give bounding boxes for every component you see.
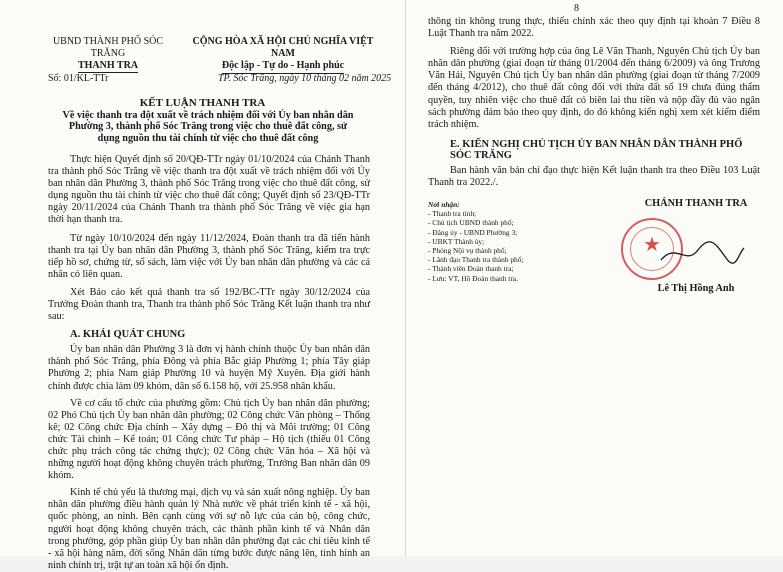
section-a-paragraph: Ủy ban nhân dân Phường 3 là đơn vị hành chính thuộc Ủy ban nhân dân thành phố Sóc Trăng, phía Đông và phía Bắc giáp Phường 1; phía Tây giáp Phường 2; phía Nam giáp Phường 10 và huyện Mỹ Xuyên. Địa giới hành chính được chia làm 09 khóm, dân số 6.158 hộ, với 25.958 nhân khẩu. (48, 344, 370, 392)
recipients (428, 200, 578, 283)
place-date: TP. Sóc Trăng, ngày 10 tháng 02 năm 2025 (218, 73, 392, 84)
nation-line1: CỘNG HÒA XÃ HỘI CHỦ NGHĨA VIỆT NAM (192, 36, 374, 59)
page-number: 8 (574, 3, 579, 14)
recipient-item: - Lãnh đạo Thanh tra thành phố; (428, 255, 524, 265)
section-a-paragraph: Kinh tế chủ yếu là thương mại, dịch vụ và sản xuất nông nghiệp. Ủy ban nhân dân phường điều hành quản lý Nhà nước về phát triển kinh tế - xã hội, quốc phòng, an ninh. Bên cạnh cùng với sự nỗ lực của cán bộ, công chức, người hoạt động không chuyên trách, các thành phần kinh tế và Nhân dân trong phường, góp phần giúp Ủy ban nhân dân phường đạt các chỉ tiêu kinh tế - xã hội hàng năm, đời sống Nhân dân từng bước được nâng lên, tình hình an ninh chính trị, trật tự an toàn xã hội ổn định. (48, 487, 370, 571)
continuation-paragraph: thông tin không trung thực, thiếu chính xác theo quy định tại khoản 7 Điều 8 Luật Thanh tra năm 2022. (428, 16, 760, 40)
recipient-item: - UBKT Thành ủy; (428, 236, 485, 246)
recipient-item: - Đảng ủy - UBND Phường 3; (428, 227, 518, 237)
section-a-paragraph: Về cơ cấu tổ chức của phường gồm: Chủ tịch Ủy ban nhân dân phường; 02 Phó Chủ tịch Ủy ban nhân dân phường; 02 Công chức Văn phòng – Thống kê; 02 Công chức Địa chính – Xây dựng – Đô thị và Môi trường; 01 Công chức Tài chính – Kế toán; 01 Công chức Tư pháp – Hộ tịch (thiếu 01 Công chức phụ trách công tác chứng thực); 02 Công chức Văn hóa – Xã hội và những người hoạt động không chuyên trách phường, Trưởng Ban nhân dân 09 khóm. (48, 397, 370, 482)
document-number: Số: 01/KL-TTr (48, 73, 109, 84)
recipient-item: - Phòng Nội vụ thành phố; (428, 246, 507, 256)
right-page (405, 0, 783, 556)
section-a-heading: A. KHÁI QUÁT CHUNG (70, 329, 186, 341)
recipient-item: - Lưu: VT, Hồ Đoàn thanh tra. (428, 273, 518, 283)
intro-block (48, 154, 370, 572)
continuation-block (428, 16, 760, 189)
intro-paragraph: Thực hiện Quyết định số 20/QĐ-TTr ngày 01/10/2024 của Chánh Thanh tra thành phố Sóc Trăng về việc thanh tra đột xuất về trách nhiệm đối với Ủy ban nhân dân Phường 3, thành phố Sóc Trăng trong việc cho thuê đất công, sử dụng nguồn thu tài chính từ việc cho thuê đất công; Quyết định số 23/QĐ-TTr ngày 20/11/2024 của Chánh Thanh tra thành phố Sóc Trăng về việc gia hạn thời hạn thanh tra. (48, 154, 370, 226)
recipient-item: - Thành viên Đoàn thanh tra; (428, 264, 514, 274)
signer-name: Lê Thị Hồng Anh (657, 283, 735, 294)
star-icon: ★ (643, 232, 661, 256)
document-title: KẾT LUẬN THANH TRA (139, 97, 266, 109)
intro-paragraph: Xét Báo cáo kết quả thanh tra số 192/BC-TTr ngày 30/12/2024 của Trưởng Đoàn thanh tra, Thanh tra thành phố Sóc Trăng Kết luận thanh tra như sau: (48, 286, 370, 323)
recipient-item: - Chủ tịch UBND thành phố; (428, 218, 514, 228)
section-e-paragraph: Ban hành văn bản chỉ đạo thực hiện Kết luận thanh tra theo Điều 103 Luật Thanh tra 2022./. (428, 164, 760, 188)
document-subtitle: Về việc thanh tra đột xuất về trách nhiệm đối với Ủy ban nhân dân Phường 3, thành phố Sóc Trăng trong việc cho thuê đất công, sử dụng nguồn thu tài chính từ việc cho thuê đất công (62, 110, 354, 144)
continuation-paragraph: Riêng đối với trường hợp của ông Lê Văn Thanh, Nguyên Chủ tịch Ủy ban nhân dân phường (giai đoạn từ tháng 01/2004 đến tháng 6/2009) và ông Trương Văn Hải, Nguyên Chủ tịch Ủy ban nhân dân phường (giai đoạn từ tháng 7/2009 đến tháng 4/2012), cho thuê đất công đối với thửa đất số 19 chưa đúng thẩm quyền, tuy nhiên việc cho thuê đất có biên lai thu tiền và nộp đầy đủ vào ngân sách phường đảm bảo theo quy định, do đó không kiến nghị xem xét kiểm điểm trách nhiệm. (428, 46, 760, 130)
issuing-agency (38, 36, 178, 73)
signature-role: CHÁNH THANH TRA (644, 198, 748, 209)
intro-paragraph: Từ ngày 10/10/2024 đến ngày 11/12/2024, Đoàn thanh tra đã tiến hành thanh tra tại Ủy ban nhân dân Phường 3, thành phố Sóc Trăng, kiểm tra trực tiếp hồ sơ, chứng từ, sổ sách, làm việc với Ủy ban nhân dân phường và các cá nhân có liên quan. (48, 232, 370, 280)
national-header (183, 36, 383, 74)
agency-line2: THANH TRA (77, 60, 139, 71)
signature-scribble (656, 236, 746, 272)
section-e-heading: E. KIẾN NGHỊ CHỦ TỊCH ỦY BAN NHÂN DÂN THÀNH PHỐ SÓC TRĂNG (450, 138, 743, 161)
recipients-title: Nơi nhận: (428, 200, 460, 209)
nation-motto: Độc lập - Tự do - Hạnh phúc (222, 60, 344, 74)
recipient-item: - Thanh tra tỉnh; (428, 209, 477, 219)
agency-line1: UBND THÀNH PHỐ SÓC TRĂNG (52, 36, 164, 59)
